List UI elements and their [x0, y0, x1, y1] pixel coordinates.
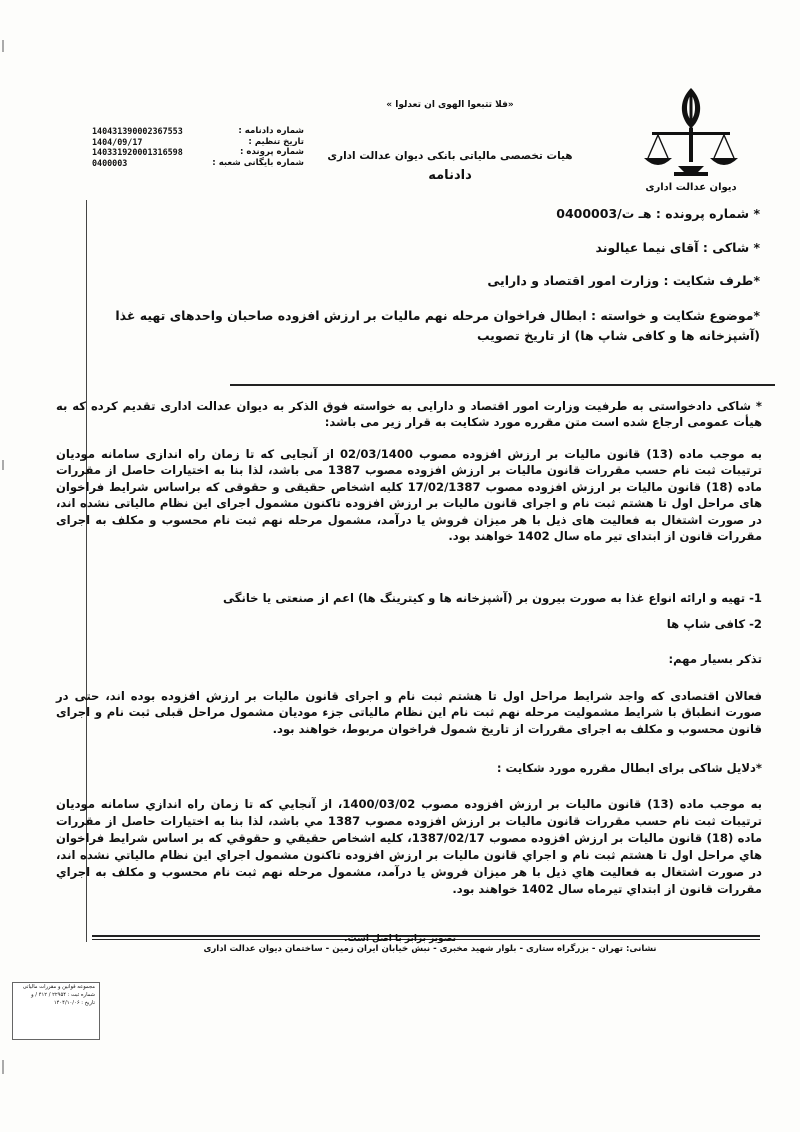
case-metadata	[92, 126, 304, 168]
list-item-1: 1- تهیه و ارائه انواع غذا به صورت بیرون بر (آشپزخانه ها و کیترینگ ها) اعم از صنعتی یا خانگی	[223, 591, 762, 605]
plaintiff-field: * شاکی : آقای نیما عیالوند	[595, 240, 760, 255]
iran-emblem-icon	[636, 80, 746, 198]
reasons-paragraph: به موجب ماده (13) قانون ماليات بر ارزش افزوده مصوب 1400/03/02، از آنجايي كه تا زمان راه اندازي سامانه موديان ترتيبات ثبت نام حسب مقررات قانون ماليات بر ارزش افزوده مصوب 1387 مي باشد، لذا بنا به اختيارات حاصل از مقررات ماده (18) قانون ماليات بر ارزش افزوده مصوب 1387/02/17، كليه اشخاص حقيقي و حقوقي كه بر اساس شرايط فراخوان هاي مراحل اول تا هشتم ثبت نام و اجراي قانون ماليات بر ارزش افزوده تاكنون مشمول اجراي اين نظام مالياتي نشده اند، در صورت اشتغال به فعاليت هاي ذيل با هر ميزان فروش يا درآمد، مشمول مرحله نهم ثبت نام محسوب و مكلف به اجراي مقررات قانون از ابتداي تيرماه سال 1402 خواهند بود.	[56, 797, 763, 896]
meta-label: شماره دادنامه :	[238, 126, 304, 136]
meta-label: شماره پرونده :	[239, 147, 304, 158]
meta-value: 140431390002367553	[92, 126, 183, 136]
stamp-line: تاریخ : ۱۴۰۴/۱۰/۰۶	[53, 1000, 95, 1006]
meta-value: 0400003	[92, 157, 128, 168]
meta-label: تاریخ تنظیم :	[248, 136, 304, 147]
header-quote: «فلا تتبعوا الهوى ان تعدلوا »	[386, 100, 514, 110]
meta-value: 140331920001316598	[92, 147, 183, 158]
notice-paragraph: فعالان اقتصادی که واجد شرایط مراحل اول تا هشتم ثبت نام و اجرای قانون مالیات بر ارزش افزوده بوده اند، حتی در صورت انطباق با شرایط مشمولیت مرحله نهم ثبت نام این نظام مالیاتی جزء مودیان مشمول مراحل قبلی ثبت نام و اجرای قانون محسوب و مکلف به اجرای مقررات از تاریخ شمول فراخوان مربوط، خواهند بود.	[56, 689, 762, 736]
meta-row-verdict-number	[92, 126, 304, 137]
regulation-text: به موجب ماده (13) قانون مالیات بر ارزش افزوده مصوب 02/03/1400 از آنجایی که تا زمان راه اندازی سامانه مودیان ترتیبات ثبت نام حسب مقررات قانون مالیات بر ارزش افزوده مصوب 1387 می باشد، لذا بنا به اختیارات حاصل از مقررات ماده (18) قانون مالیات بر ارزش افزوده مصوب 17/02/1387 کلیه اشخاص حقیقی و حقوقی که براساس شرایط فراخوان های مراحل اول تا هشتم ثبت نام و اجرای قانون مالیات بر ارزش افزوده تاکنون مشمول اجرای این نظام مالیاتی نشده اند، در صورت اشتغال به فعالیت های ذیل با هر میزان فروش یا درآمد، مشمول مرحله نهم ثبت نام محسوب و مکلف به اجرای مقررات قانون از ابتدای تیر ماه سال 1402 خواهند بود.	[56, 447, 763, 544]
scan-artifact	[2, 1060, 4, 1074]
scan-artifact	[2, 460, 4, 470]
notice-title: تذکر بسیار مهم:	[668, 652, 762, 666]
intro-paragraph: * شاکی دادخواستی به طرفیت وزارت امور اقتصاد و دارایی به خواسته فوق الذکر به دیوان عدالت اداری تقدیم کرده که به هیأت عمومی ارجاع شده است متن مقرره مورد شکایت به قرار زیر می باشد:	[56, 399, 762, 430]
section-divider	[230, 384, 775, 386]
meta-row-date	[92, 137, 304, 148]
meta-value: 1404/09/17	[92, 136, 143, 147]
meta-row-case-number	[92, 147, 304, 158]
case-number-field: * شماره پرونده : هـ ت/0400003	[556, 206, 760, 221]
court-address: نشانی: تهران - بزرگراه ستاری - بلوار شهید مخبری - نبش خیابان ایران زمین - ساختمان دیوان عدالت اداری	[203, 944, 657, 954]
subject-field: *موضوع شکایت و خواسته : ابطال فراخوان مرحله نهم مالیات بر ارزش افزوده صاحبان واحدهای تهیه غذا (آشپزخانه ها و کافی شاپ ها) از تاریخ تصویب	[115, 308, 760, 343]
defendant-field: *طرف شکایت : وزارت امور اقتصاد و دارایی	[487, 273, 760, 288]
stamp-line: شماره ثبت : ۲۲۹۵۴ / ۴۱۲ / و	[31, 992, 95, 998]
stamp-line: مجموعه قوانین و مقررات مالیاتی	[22, 984, 95, 990]
document-title: دادنامه	[428, 168, 472, 183]
board-name: هیات تخصصی مالیاتی بانکی دیوان عدالت اداری	[327, 150, 573, 162]
list-item-2: 2- کافی شاپ ها	[666, 617, 762, 631]
scan-artifact	[2, 40, 4, 52]
meta-label: شماره بایگانی شعبه :	[212, 157, 304, 168]
meta-row-archive-number	[92, 158, 304, 169]
registration-stamp	[12, 982, 100, 1040]
reasons-title: *دلایل شاکی برای ابطال مقرره مورد شکایت :	[496, 761, 762, 775]
copy-note: تصویر برابر با اصل است.	[344, 934, 456, 944]
court-name: دیوان عدالت اداری	[645, 182, 737, 193]
